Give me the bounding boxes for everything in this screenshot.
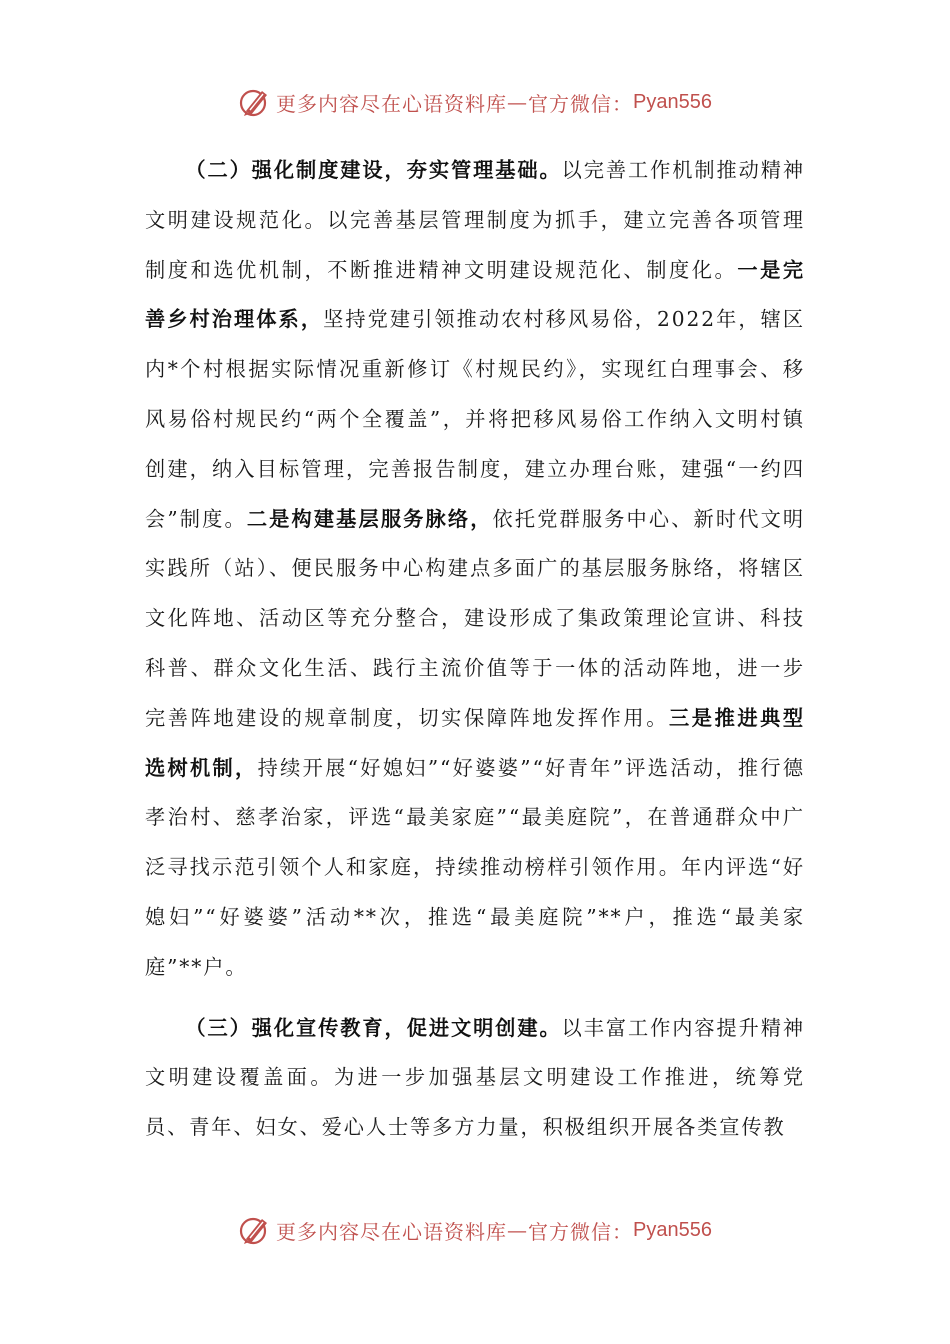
banner-brand: 更多内容尽在心语资料库 bbox=[276, 91, 508, 116]
item-2-title: 二是构建基层服务脉络， bbox=[246, 506, 493, 531]
item-1-title: 一是完善乡村治理体系， bbox=[145, 257, 805, 332]
section-2-intro: 以完善工作机制推动精神文明建设规范化。以完善基层管理制度为抓手，建立完善各项管理制度和选优机制，不断推进精神文明建设规范化、制度化。 bbox=[145, 158, 805, 282]
banner-dash: — bbox=[507, 1218, 529, 1242]
item-2-body: 依托党群服务中心、新时代文明实践所（站）、便民服务中心构建点多面广的基层服务脉络，将辖区文化阵地、活动区等充分整合，建设形成了集政策理论宣讲、科技科普、群众文化生活、践行主流价值等于一体的活动阵地，进一步完善阵地建设的规章制度，切实保障阵地发挥作用。 bbox=[145, 506, 805, 730]
section-3-intro: 以丰富工作内容提升精神文明建设覆盖面。为进一步加强基层文明建设工作推进，统筹党员、青年、妇女、爱心人士等多方力量，积极组织开展各类宣传教 bbox=[145, 1015, 805, 1140]
section-3-heading: （三）强化宣传教育，促进文明创建。 bbox=[185, 1015, 562, 1040]
banner-brand: 更多内容尽在心语资料库 bbox=[276, 1219, 508, 1244]
footer-banner bbox=[0, 1210, 950, 1250]
paragraph-section-2 bbox=[145, 146, 805, 993]
item-1-body: 坚持党建引领推动农村移风易俗，2022年，辖区内*个村根据实际情况重新修订《村规民约》，实现红白理事会、移风易俗村规民约“两个全覆盖”，并将把移风易俗工作纳入文明村镇创建，纳入目标管理，完善报告制度，建立办理台账，建强“一约四会”制度。 bbox=[145, 307, 806, 531]
banner-wechat-id: Pyan556 bbox=[633, 90, 712, 113]
banner-wechat-label: 官方微信： bbox=[528, 1219, 634, 1244]
banner-wechat-id: Pyan556 bbox=[633, 1218, 712, 1241]
banner-dash: — bbox=[507, 90, 529, 114]
pen-logo-icon bbox=[238, 85, 272, 119]
item-3-body: 持续开展“好媳妇”“好婆婆”“好青年”评选活动，推行德孝治村、慈孝治家，评选“最美家庭”“最美庭院”，在普通群众中广泛寻找示范引领个人和家庭，持续推动榜样引领作用。年内评选“好媳妇”“好婆婆”活动**次，推选“最美庭院”**户，推选“最美家庭”**户。 bbox=[145, 755, 805, 979]
pen-logo-icon bbox=[238, 1213, 272, 1247]
item-3-title: 三是推进典型选树机制， bbox=[145, 705, 805, 780]
header-banner bbox=[0, 82, 950, 122]
section-2-heading: （二）强化制度建设，夯实管理基础。 bbox=[185, 158, 562, 182]
paragraph-section-3 bbox=[145, 1004, 805, 1153]
banner-wechat-label: 官方微信： bbox=[528, 91, 634, 116]
document-body bbox=[145, 146, 805, 1153]
